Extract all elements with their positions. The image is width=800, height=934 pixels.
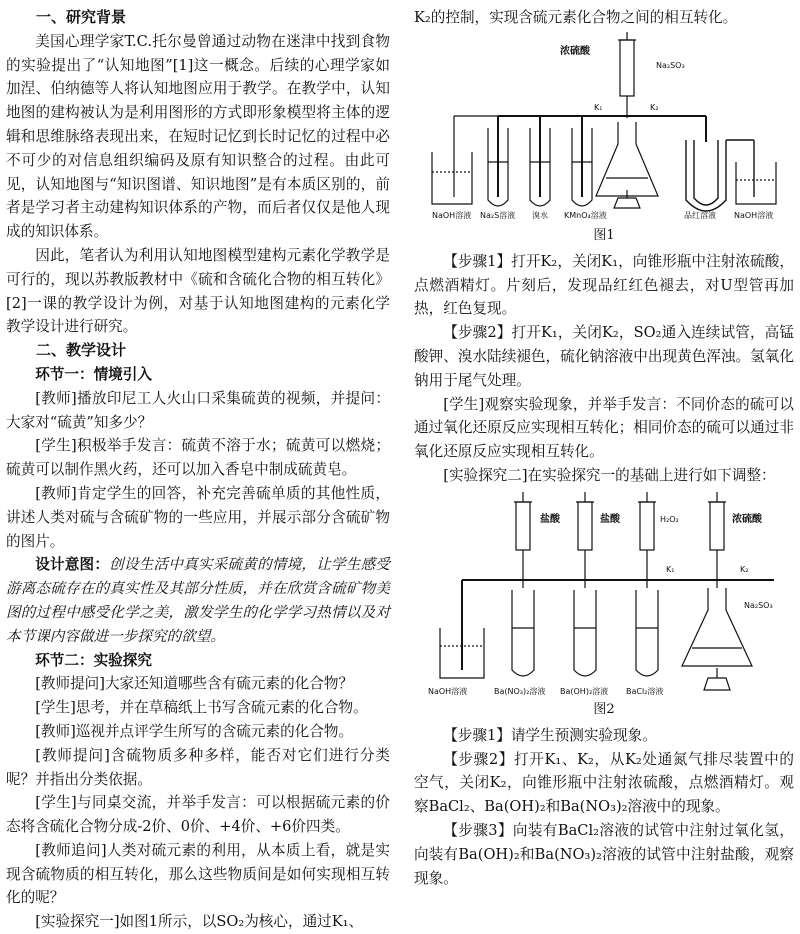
gas-pipe xyxy=(498,116,706,197)
paragraph-step2: 【步骤2】打开K₁，关闭K₂，SO₂通入连续试管，高锰酸钾、溴水陆续褪色，硫化钠溶液中出现黄色浑浊。氢氧化钠用于尾气处理。 xyxy=(414,324,794,389)
label-h2o2: H₂O₂ xyxy=(660,514,679,524)
paragraph-experiment-one: [实验探究一]如图1所示，以SO₂为核心，通过K₁、 xyxy=(35,913,364,931)
label-tube-naoh-right: NaOH溶液 xyxy=(734,210,774,220)
label-tube-fuchsin: 品红溶液 xyxy=(684,210,716,220)
label-tube-na2s: Na₂S溶液 xyxy=(480,210,516,220)
label-tube-naoh-left: NaOH溶液 xyxy=(432,210,472,220)
apparatus-diagram-2 xyxy=(414,490,794,698)
paragraph-student-classify: [学生]与同桌交流，并举手发言：可以根据硫元素的价态将含硫化合物分成-2价、0价、+4价、+6价四类。 xyxy=(6,794,390,836)
syringe-icon xyxy=(618,32,636,118)
paragraph-teacher-question: [教师提问]大家还知道哪些含有硫元素的化合物？ xyxy=(35,675,354,693)
label-tube-bano3: Ba(NO₃)₂溶液 xyxy=(494,686,546,696)
subheading-intro: 环节一：情境引入 xyxy=(35,365,152,383)
label-tube-baoh: Ba(OH)₂溶液 xyxy=(560,686,609,696)
gas-pipe-2 xyxy=(462,580,774,670)
label-k2: K₂ xyxy=(650,102,659,112)
label-hcl-2: 盐酸 xyxy=(600,513,620,525)
test-tube-icons-2 xyxy=(512,590,658,676)
flask-icon-2 xyxy=(682,588,752,690)
beaker-icon-right xyxy=(736,162,776,204)
syringe-icons xyxy=(514,492,726,588)
paragraph-purpose: 因此，笔者认为利用认知地图模型建构元素化学教学是可行的，现以苏教版教材中《硫和含硫化合物的相互转化》[2]一课的教学设计为例，对基于认知地图建构的元素化学教学设计进行研究。 xyxy=(6,246,390,336)
figure-2-caption: 图2 xyxy=(593,701,615,717)
apparatus-diagram-1 xyxy=(414,32,794,224)
paragraph-experiment-one-cont: K₂的控制，实现含硫元素化合物之间的相互转化。 xyxy=(414,9,738,26)
paragraph-student-observe: [学生]观察实验现象，并举手发言：不同价态的硫可以通过氧化还原反应实现相互转化；相同价态的硫可以通过非氧化还原反应实现相互转化。 xyxy=(414,395,794,461)
label-tube-bromine: 溴水 xyxy=(532,210,548,220)
paragraph-teacher-followup: [教师追问]人类对硫元素的利用，从本质上看，就是实现含硫物质的相互转化，那么这些物质间是如何实现相互转化的呢？ xyxy=(6,841,390,907)
paragraph-teacher-review: [教师]巡视并点评学生所写的含硫元素的化合物。 xyxy=(35,722,354,740)
paragraph-background: 美国心理学家T.C.托尔曼曾通过动物在迷津中找到食物的实验提出了“认知地图”[1]这一概念。后续的心理学家如加涅、伯纳德等人将认知地图应用于教学。在教学中，认知地图的建构被认为是利用图形的方式即形象模型将主体的逻辑和思维脉络表现出来，在短时记忆到长时记忆的过程中必不可少的对信息组织编码及原有知识整合的过程。由此可见，认知地图与“知识图谱、知识地图”是有本质区别的，前者是学习者主动建构知识体系的产物，而后者仅仅是他人现成的知识体系。 xyxy=(6,32,390,241)
paragraph-student-answer: [学生]积极举手发言：硫黄不溶于水；硫黄可以燃烧；硫黄可以制作黑火药，还可以加入香皂中制成硫黄皂。 xyxy=(6,437,390,479)
u-tube-icon xyxy=(686,140,754,211)
label-na2so3: Na₂SO₃ xyxy=(656,60,685,70)
paragraph-exp2-step1: 【步骤1】请学生预测实验现象。 xyxy=(443,726,657,744)
left-column xyxy=(6,6,390,934)
paragraph-student-think: [学生]思考，并在草稿纸上书写含硫元素的化合物。 xyxy=(35,699,368,717)
label-na2so3-2: Na₂SO₃ xyxy=(744,600,773,610)
design-intent-text: 创设生活中真实采硫黄的情境，让学生感受游离态硫存在的真实性及其部分性质，并在欣赏含硫矿物美图的过程中感受化学之美，激发学生的化学学习热情以及对本节课内容做进一步探究的欲望。 xyxy=(6,556,390,645)
label-tube-kmno4: KMnO₄溶液 xyxy=(564,210,607,220)
label-tube-bacl2: BaCl₂溶液 xyxy=(626,686,664,696)
paragraph-exp2-step2: 【步骤2】打开K₁、K₂，从K₂处通氮气排尽装置中的空气，关闭K₂，向锥形瓶中注射浓硫酸，点燃酒精灯。观察BaCl₂、Ba(OH)₂和Ba(NO₃)₂溶液中的现象。 xyxy=(414,750,794,816)
right-column xyxy=(414,6,794,890)
label-k2-2: K₂ xyxy=(740,564,749,574)
label-k1: K₁ xyxy=(594,102,603,112)
paragraph-teacher-video: [教师]播放印尼工人火山口采集硫黄的视频，并提问：大家对“硫黄”知多少？ xyxy=(6,389,390,431)
paragraph-experiment-two: [实验探究二]在实验探究一的基础上进行如下调整： xyxy=(443,466,776,484)
section-heading-background: 一、研究背景 xyxy=(36,8,127,26)
label-k1-2: K₁ xyxy=(666,564,675,574)
section-heading-design: 二、教学设计 xyxy=(36,341,127,360)
label-conc-acid: 浓硫酸 xyxy=(560,45,590,57)
figure-2 xyxy=(414,490,794,720)
subheading-experiment: 环节二：实验探究 xyxy=(35,651,152,669)
label-tube-naoh-2: NaOH溶液 xyxy=(428,686,468,696)
paragraph-teacher-affirm: [教师]肯定学生的回答，补充完善硫单质的其他性质，讲述人类对硫与含硫矿物的一些应用，并展示部分含硫矿物的图片。 xyxy=(6,484,390,550)
figure-1-caption: 图1 xyxy=(593,227,615,243)
figure-1 xyxy=(414,32,794,246)
design-intent-label: 设计意图： xyxy=(35,556,110,574)
paragraph-design-intent xyxy=(6,553,390,648)
label-hcl-1: 盐酸 xyxy=(540,513,560,525)
paragraph-teacher-classify: [教师提问]含硫物质多种多样，能否对它们进行分类呢？并指出分类依据。 xyxy=(6,746,390,788)
label-conc-acid-2: 浓硫酸 xyxy=(732,513,762,525)
flask-icon xyxy=(596,122,658,208)
paragraph-step1: 【步骤1】打开K₂，关闭K₁，向锥形瓶中注射浓硫酸，点燃酒精灯。片刻后，发现品红红色褪去，对U型管再加热，红色复现。 xyxy=(414,252,794,318)
paragraph-exp2-step3: 【步骤3】向装有BaCl₂溶液的试管中注射过氧化氢，向装有Ba(OH)₂和Ba(NO₃)₂溶液的试管中注射盐酸，观察现象。 xyxy=(414,821,794,887)
